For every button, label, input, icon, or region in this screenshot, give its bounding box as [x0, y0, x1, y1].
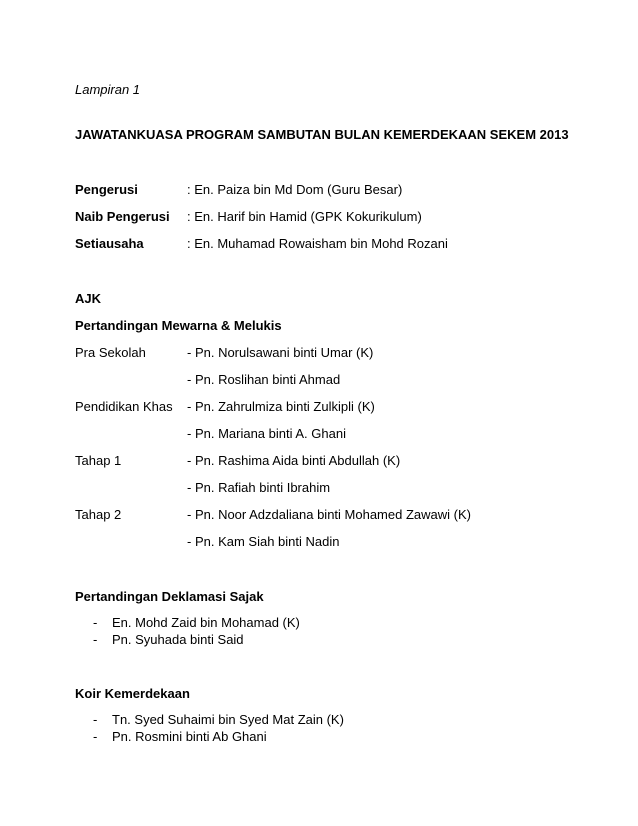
- officer-role-naib-pengerusi: Naib Pengerusi: [75, 209, 170, 224]
- document-title: JAWATANKUASA PROGRAM SAMBUTAN BULAN KEMERDEKAAN SEKEM 2013: [75, 127, 569, 142]
- group-label-tahap-2: Tahap 2: [75, 507, 122, 522]
- mewarna-heading: Pertandingan Mewarna & Melukis: [75, 318, 282, 333]
- list-item: Tn. Syed Suhaimi bin Syed Mat Zain (K): [112, 712, 344, 727]
- list-bullet: -: [93, 632, 98, 647]
- deklamasi-heading: Pertandingan Deklamasi Sajak: [75, 589, 264, 604]
- group-label-tahap-1: Tahap 1: [75, 453, 122, 468]
- group-member: - Pn. Roslihan binti Ahmad: [187, 372, 341, 387]
- officer-role-pengerusi: Pengerusi: [75, 182, 138, 197]
- list-bullet: -: [93, 615, 98, 630]
- officer-value-pengerusi: : En. Paiza bin Md Dom (Guru Besar): [187, 182, 403, 197]
- group-member: - Pn. Rafiah binti Ibrahim: [187, 480, 331, 495]
- list-bullet: -: [93, 729, 98, 744]
- group-member: - Pn. Rashima Aida binti Abdullah (K): [187, 453, 401, 468]
- officer-value-naib-pengerusi: : En. Harif bin Hamid (GPK Kokurikulum): [187, 209, 422, 224]
- koir-heading: Koir Kemerdekaan: [75, 686, 190, 701]
- officer-role-setiausaha: Setiausaha: [75, 236, 144, 251]
- ajk-heading: AJK: [75, 291, 102, 306]
- group-member: - Pn. Kam Siah binti Nadin: [187, 534, 340, 549]
- group-member: - Pn. Noor Adzdaliana binti Mohamed Zawawi (K): [187, 507, 471, 522]
- list-item: Pn. Rosmini binti Ab Ghani: [112, 729, 267, 744]
- lampiran-label: Lampiran 1: [75, 82, 141, 97]
- officer-value-setiausaha: : En. Muhamad Rowaisham bin Mohd Rozani: [187, 236, 448, 251]
- group-member: - Pn. Norulsawani binti Umar (K): [187, 345, 374, 360]
- group-label-pendidikan-khas: Pendidikan Khas: [75, 399, 173, 414]
- list-item: Pn. Syuhada binti Said: [112, 632, 244, 647]
- list-item: En. Mohd Zaid bin Mohamad (K): [112, 615, 300, 630]
- group-member: - Pn. Zahrulmiza binti Zulkipli (K): [187, 399, 375, 414]
- list-bullet: -: [93, 712, 98, 727]
- group-label-pra-sekolah: Pra Sekolah: [75, 345, 146, 360]
- group-member: - Pn. Mariana binti A. Ghani: [187, 426, 346, 441]
